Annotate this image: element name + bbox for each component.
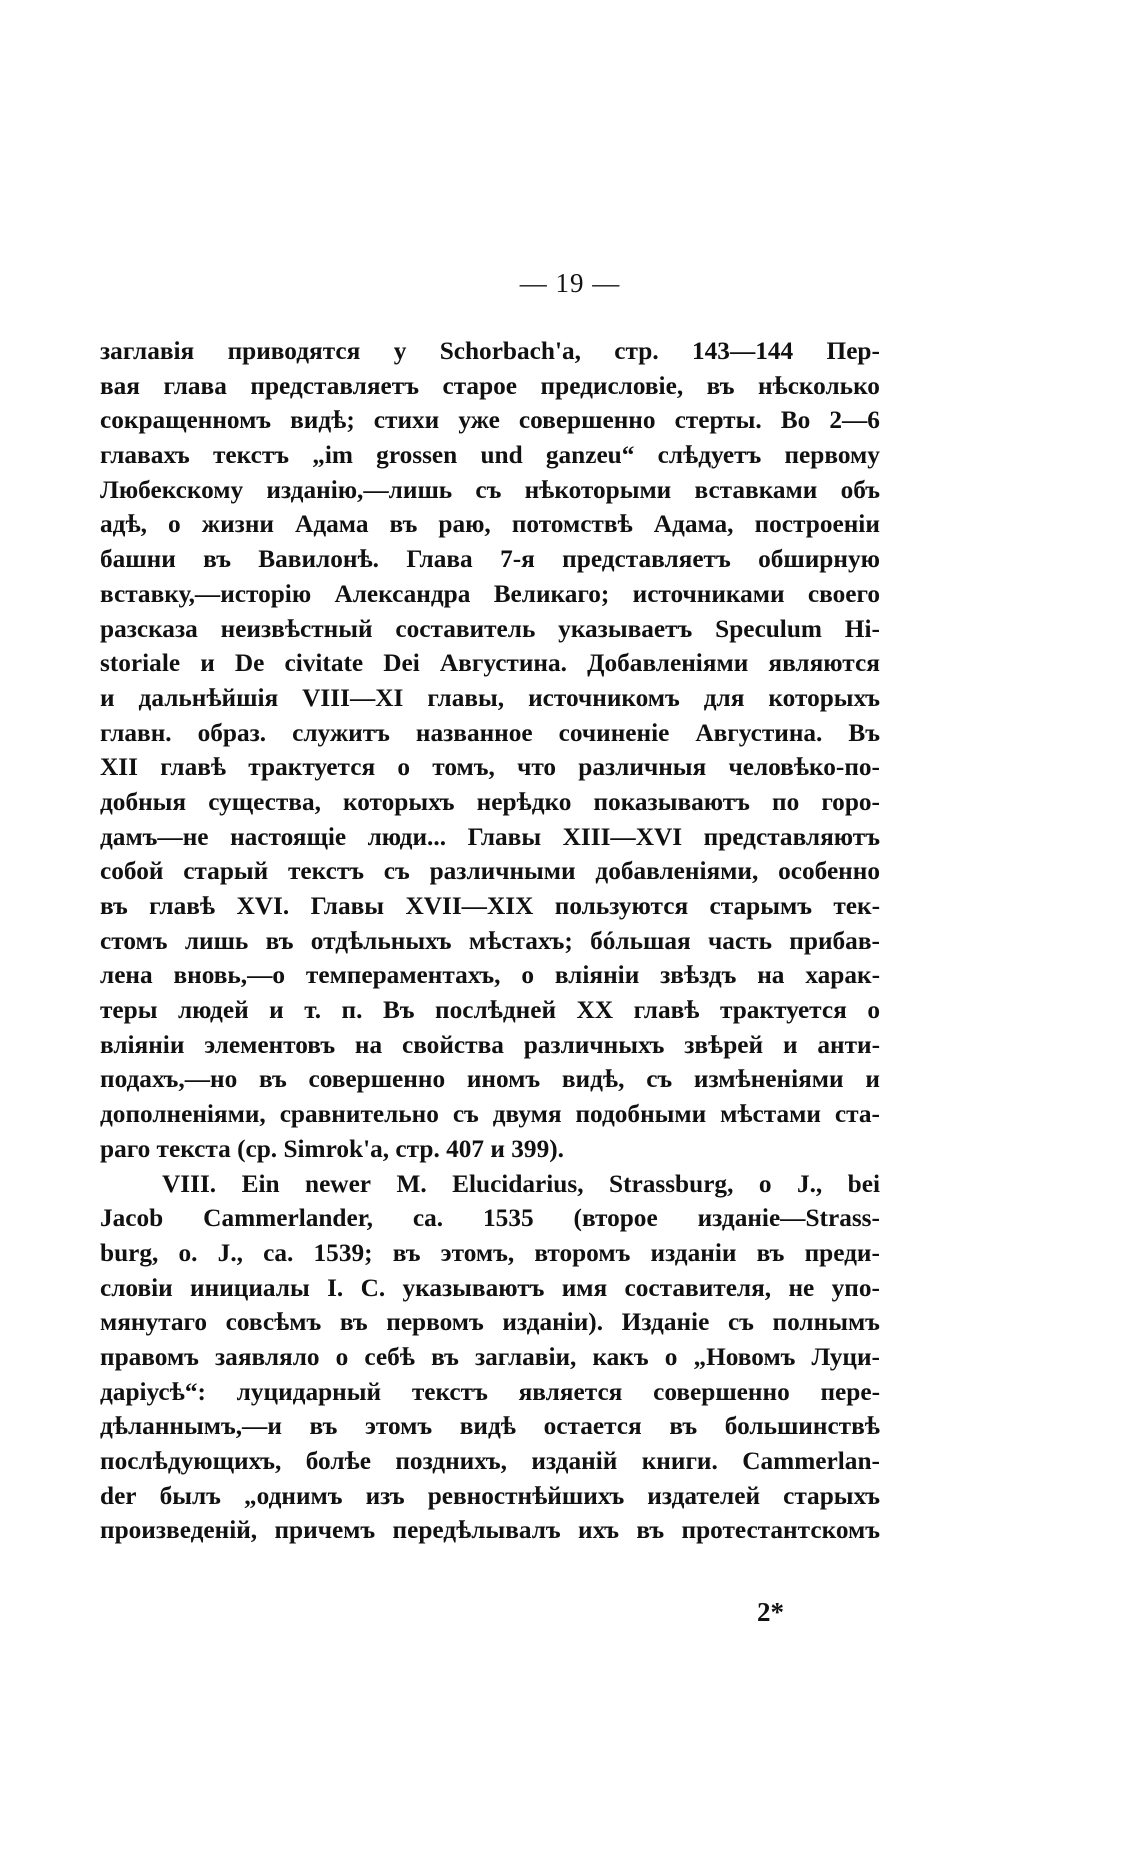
text-line: мянутаго совсѣмъ въ первомъ изданіи). Изданіе съ полнымъ xyxy=(100,1308,880,1337)
text-line: правомъ заявляло о себѣ въ заглавіи, какъ о „Новомъ Луци- xyxy=(100,1342,880,1371)
text-line: собой старый текстъ съ различными добавленіями, особенно xyxy=(100,857,880,886)
text-line: главн. образ. служитъ названное сочиненіе Августина. Въ xyxy=(100,718,880,747)
text-line: дамъ—не настоящіе люди... Главы XIII—XVI представляютъ xyxy=(100,822,880,851)
signature-mark: 2* xyxy=(757,1597,784,1627)
text-line: дѣланнымъ,—и въ этомъ видѣ остается въ большинствѣ xyxy=(100,1412,880,1441)
text-line: произведеній, причемъ передѣлывалъ ихъ въ протестантскомъ xyxy=(100,1516,880,1545)
text-line: лена вновь,—о темпераментахъ, о вліяніи звѣздъ на харак- xyxy=(100,961,880,990)
text-line: вліяніи элементовъ на свойства различныхъ звѣрей и анти- xyxy=(100,1030,880,1059)
text-line: и дальнѣйшія VIII—XI главы, источникомъ для которыхъ xyxy=(100,683,880,712)
text-line: стомъ лишь въ отдѣльныхъ мѣстахъ; бóльшая часть прибав- xyxy=(100,926,880,955)
text-line: VIII. Ein newer M. Elucidarius, Strassburg, o J., bei xyxy=(162,1169,880,1198)
text-line: словіи инициалы I. C. указываютъ имя составителя, не упо- xyxy=(100,1273,880,1302)
text-line: раго текста (ср. Simrok'а, стр. 407 и 399). xyxy=(100,1134,564,1163)
body-text xyxy=(100,334,880,1548)
text-line: теры людей и т. п. Въ послѣдней XX главѣ трактуется о xyxy=(100,996,880,1025)
text-line: Jacob Cammerlander, ca. 1535 (второе изданіе—Strass- xyxy=(100,1204,880,1233)
text-line: дополненіями, сравнительно съ двумя подобными мѣстами ста- xyxy=(100,1100,880,1129)
text-line: даріусѣ“: луцидарный текстъ является совершенно пере- xyxy=(100,1377,880,1406)
text-line: добныя существа, которыхъ нерѣдко показываютъ по горо- xyxy=(100,787,880,816)
text-line: вая глава представляетъ старое предисловіе, въ нѣсколько xyxy=(100,371,880,400)
text-line: послѣдующихъ, болѣе позднихъ, изданій книги. Cammerlan- xyxy=(100,1447,880,1475)
text-line: въ главѣ XVI. Главы XVII—XIX пользуются старымъ тек- xyxy=(100,892,880,920)
text-line: башни въ Вавилонѣ. Глава 7-я представляетъ обширную xyxy=(100,545,880,574)
text-line: burg, o. J., ca. 1539; въ этомъ, второмъ изданіи въ преди- xyxy=(100,1238,880,1267)
text-line: XII главѣ трактуется о томъ, что различныя человѣко-по- xyxy=(100,753,880,782)
page-number: — 19 — xyxy=(519,268,621,298)
text-line: разсказа неизвѣстный составитель указываетъ Speculum Hi- xyxy=(100,614,880,643)
text-line: Любекскому изданію,—лишь съ нѣкоторыми вставками объ xyxy=(100,475,880,504)
text-line: главахъ текстъ „im grossen und ganzeu“ слѣдуетъ первому xyxy=(100,441,880,470)
text-line: der былъ „однимъ изъ ревностнѣйшихъ издателей старыхъ xyxy=(100,1481,880,1510)
text-line: сокращенномъ видѣ; стихи уже совершенно стерты. Во 2—6 xyxy=(100,406,880,435)
text-line: вставку,—исторію Александра Великаго; источниками своего xyxy=(100,579,880,608)
text-line: подахъ,—но въ совершенно иномъ видѣ, съ измѣненіями и xyxy=(100,1065,880,1094)
text-line: заглавія приводятся у Schorbach'а, стр. 143—144 Пер- xyxy=(100,337,880,365)
text-line: адѣ, о жизни Адама въ раю, потомствѣ Адама, построеніи xyxy=(100,510,880,539)
text-line: storiale и De civitate Dei Августина. Добавленіями являются xyxy=(100,649,880,678)
